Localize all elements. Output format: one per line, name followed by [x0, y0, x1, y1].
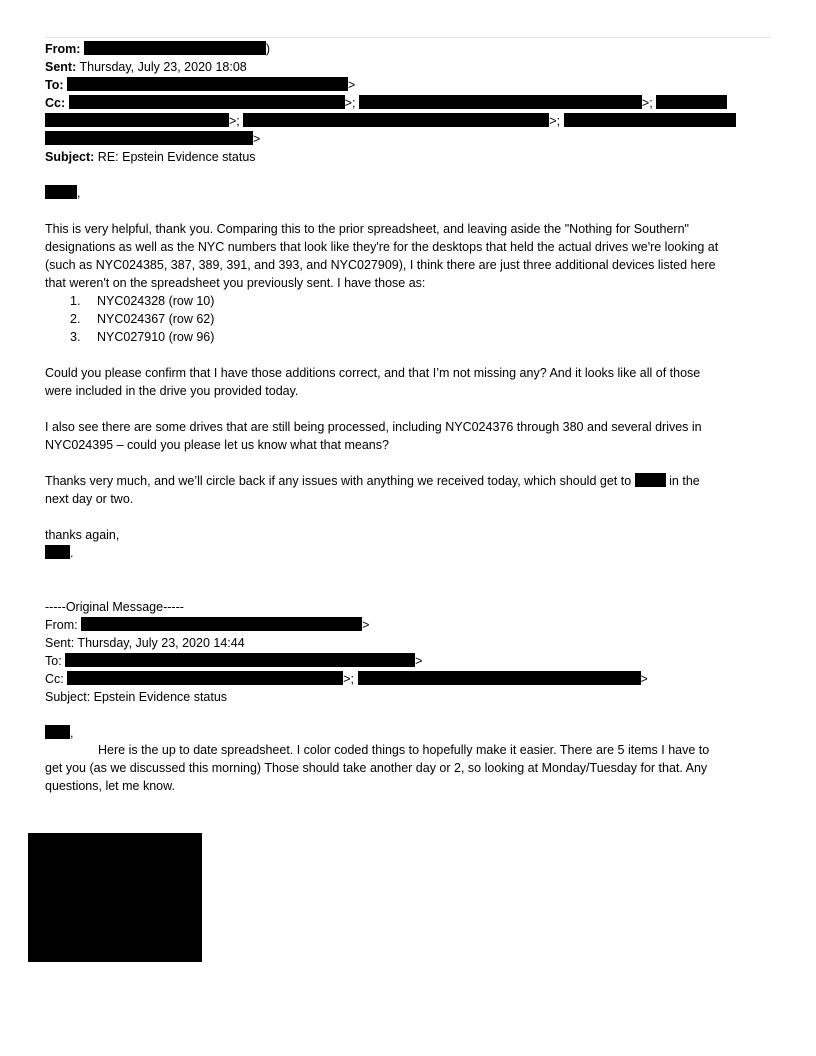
signoff: thanks again, [45, 528, 120, 542]
original-cc-line [45, 670, 648, 688]
redacted-cc-1 [67, 671, 343, 685]
paragraph-line [45, 472, 700, 490]
from-label: From: [45, 42, 81, 56]
redacted-recipient [65, 653, 415, 667]
subject-line [45, 148, 256, 166]
original-sent-line: Sent: Thursday, July 23, 2020 14:44 [45, 636, 245, 650]
header-divider [45, 37, 771, 38]
list-item [70, 310, 214, 328]
cc-end: > [253, 132, 261, 146]
to-label: To: [45, 78, 64, 92]
redacted-name [635, 473, 666, 487]
paragraph-line: (such as NYC024385, 387, 389, 391, and 393, and NYC027909), I think there are just three additional devices listed here [45, 258, 716, 272]
redacted-cc-6 [564, 113, 736, 127]
list-number: 1. [70, 294, 81, 308]
original-body-line: questions, let me know. [45, 779, 175, 793]
from-tail: ) [265, 42, 271, 56]
to-tail: > [348, 78, 356, 92]
redacted-cc-3 [656, 95, 727, 109]
cc-end: > [640, 672, 648, 686]
subject-label: Subject: [45, 150, 95, 164]
cc-line [45, 94, 727, 112]
original-subject-line: Subject: Epstein Evidence status [45, 690, 228, 704]
original-body-line: get you (as we discussed this morning) Those should take another day or 2, so looking at Monday/Tuesday for that. Any [45, 761, 708, 775]
salutation [45, 184, 80, 202]
cc-label: Cc: [45, 96, 66, 110]
text-segment: Thanks very much, and we’ll circle back if any issues with anything we received today, which should get to [45, 474, 632, 488]
sent-line [45, 58, 247, 76]
list-number: 2. [70, 312, 81, 326]
original-body-line: Here is the up to date spreadsheet. I color coded things to hopefully make it easier. There are 5 items I have to [98, 743, 710, 757]
cc-separator: >; [343, 672, 355, 686]
cc-separator: >; [549, 114, 561, 128]
original-to-label: To: [45, 654, 62, 668]
cc-line-3 [45, 130, 260, 148]
signature-period: . [70, 546, 74, 560]
redacted-name [45, 545, 70, 559]
paragraph-line: that weren't on the spreadsheet you previously sent. I have those as: [45, 276, 426, 290]
redacted-name [45, 185, 77, 199]
cc-separator: >; [229, 114, 240, 128]
to-line [45, 76, 355, 94]
cc-line-2 [45, 112, 736, 130]
signature [45, 544, 73, 562]
redacted-cc-5 [243, 113, 549, 127]
text-segment: in the [669, 474, 700, 488]
redacted-cc-2 [359, 95, 642, 109]
paragraph-line: This is very helpful, thank you. Comparing this to the prior spreadsheet, and leaving aside the "Nothing for Southern" [45, 222, 689, 236]
redacted-name [45, 725, 70, 739]
from-line [45, 40, 270, 58]
paragraph-line: designations as well as the NYC numbers that look like they're for the desktops that held the actual drives we're looking at [45, 240, 719, 254]
to-end: > [415, 654, 423, 668]
redacted-sender [81, 617, 362, 631]
original-to-line [45, 652, 422, 670]
original-from-line [45, 616, 369, 634]
cc-separator: >; [344, 96, 356, 110]
list-text: NYC024367 (row 62) [97, 312, 215, 326]
paragraph-line: were included in the drive you provided today. [45, 384, 299, 398]
original-from-label: From: [45, 618, 78, 632]
original-message-divider: -----Original Message----- [45, 600, 184, 614]
list-text: NYC024328 (row 10) [97, 294, 215, 308]
from-end: > [362, 618, 370, 632]
original-cc-label: Cc: [45, 672, 64, 686]
paragraph-line: I also see there are some drives that are still being processed, including NYC024376 through 380 and several drives in [45, 420, 702, 434]
salutation-comma: , [77, 186, 81, 200]
redacted-cc-2 [358, 671, 641, 685]
redacted-sender [84, 41, 266, 55]
paragraph-line: next day or two. [45, 492, 134, 506]
redacted-cc-4 [45, 113, 229, 127]
original-salutation [45, 724, 73, 742]
salutation-comma: , [70, 726, 74, 740]
list-item [70, 292, 214, 310]
redacted-image [28, 833, 202, 962]
cc-separator: >; [641, 96, 653, 110]
redacted-cc-7 [45, 131, 253, 145]
sent-value: Thursday, July 23, 2020 18:08 [79, 60, 247, 74]
paragraph-line: NYC024395 – could you please let us know what that means? [45, 438, 389, 452]
list-text: NYC027910 (row 96) [97, 330, 215, 344]
sent-label: Sent: [45, 60, 77, 74]
list-number: 3. [70, 330, 81, 344]
redacted-recipient [67, 77, 348, 91]
paragraph-line: Could you please confirm that I have those additions correct, and that I’m not missing any? And it looks like all of those [45, 366, 701, 380]
list-item [70, 328, 214, 346]
subject-value: RE: Epstein Evidence status [97, 150, 256, 164]
redacted-cc-1 [69, 95, 345, 109]
